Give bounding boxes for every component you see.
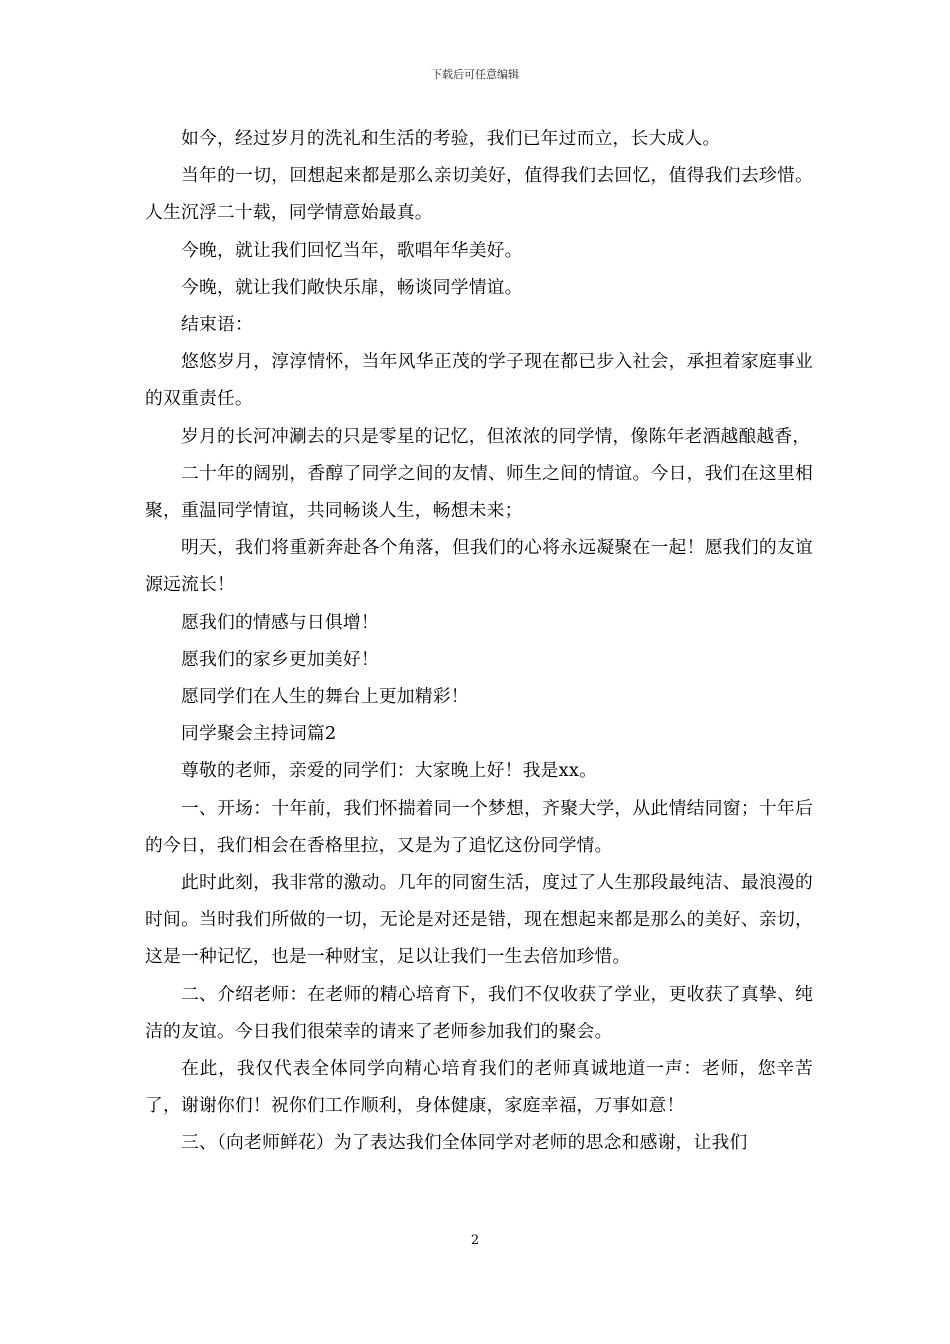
page-header: 下载后可任意编辑 [431, 68, 519, 81]
paragraph: 岁月的长河冲涮去的只是零星的记忆，但浓浓的同学情，像陈年老酒越酿越香， [181, 425, 811, 447]
paragraph: 二十年的阔别，香醇了同学之间的友情、师生之间的情谊。今日，我们在这里相聚，重温同学情谊，共同畅谈人生，畅想未来； [145, 462, 813, 522]
closing-heading: 结束语： [181, 314, 253, 336]
paragraph: 如今，经过岁月的洗礼和生活的考验，我们已年过而立，长大成人。 [181, 128, 721, 149]
paragraph: 愿我们的情感与日俱增！ [181, 611, 379, 633]
page-number: 2 [470, 1233, 480, 1248]
paragraph: 此时此刻，我非常的激动。几年的同窗生活，度过了人生那段最纯洁、最浪漫的时间。当时我们所做的一切，无论是对还是错，现在想起来都是那么的美好、亲切，这是一种记忆，也是一种财宝，足以让我们一生去倍加珍惜。 [145, 872, 813, 968]
paragraph: 愿我们的家乡更加美好！ [181, 648, 379, 670]
document-body [145, 120, 813, 1162]
paragraph: 当年的一切，回想起来都是那么亲切美好，值得我们去回忆，值得我们去珍惜。人生沉浮二十载，同学情意始最真。 [145, 165, 813, 224]
paragraph: 尊敬的老师，亲爱的同学们：大家晚上好！我是xx。 [181, 760, 598, 782]
paragraph: 明天，我们将重新奔赴各个角落，但我们的心将永远凝聚在一起！愿我们的友谊源远流长！ [145, 537, 813, 596]
paragraph: 一、开场：十年前，我们怀揣着同一个梦想，齐聚大学，从此情结同窗；十年后的今日，我们相会在香格里拉，又是为了追忆这份同学情。 [145, 797, 813, 856]
paragraph: 今晚，就让我们回忆当年，歌唱年华美好。 [181, 239, 523, 261]
paragraph: 悠悠岁月，淳淳情怀，当年风华正茂的学子现在都已步入社会，承担着家庭事业的双重责任。 [145, 351, 813, 410]
paragraph: 愿同学们在人生的舞台上更加精彩！ [181, 686, 469, 708]
section-title: 同学聚会主持词篇2 [181, 723, 337, 745]
paragraph: 二、介绍老师：在老师的精心培育下，我们不仅收获了学业，更收获了真挚、纯洁的友谊。今日我们很荣幸的请来了老师参加我们的聚会。 [145, 983, 813, 1042]
paragraph: 在此，我仅代表全体同学向精心培育我们的老师真诚地道一声：老师，您辛苦了，谢谢你们！祝你们工作顺利，身体健康，家庭幸福，万事如意！ [145, 1058, 813, 1117]
paragraph: 三、（向老师鲜花）为了表达我们全体同学对老师的思念和感谢，让我们 [181, 1132, 748, 1154]
paragraph: 今晚，就让我们敞快乐扉，畅谈同学情谊。 [181, 276, 523, 298]
